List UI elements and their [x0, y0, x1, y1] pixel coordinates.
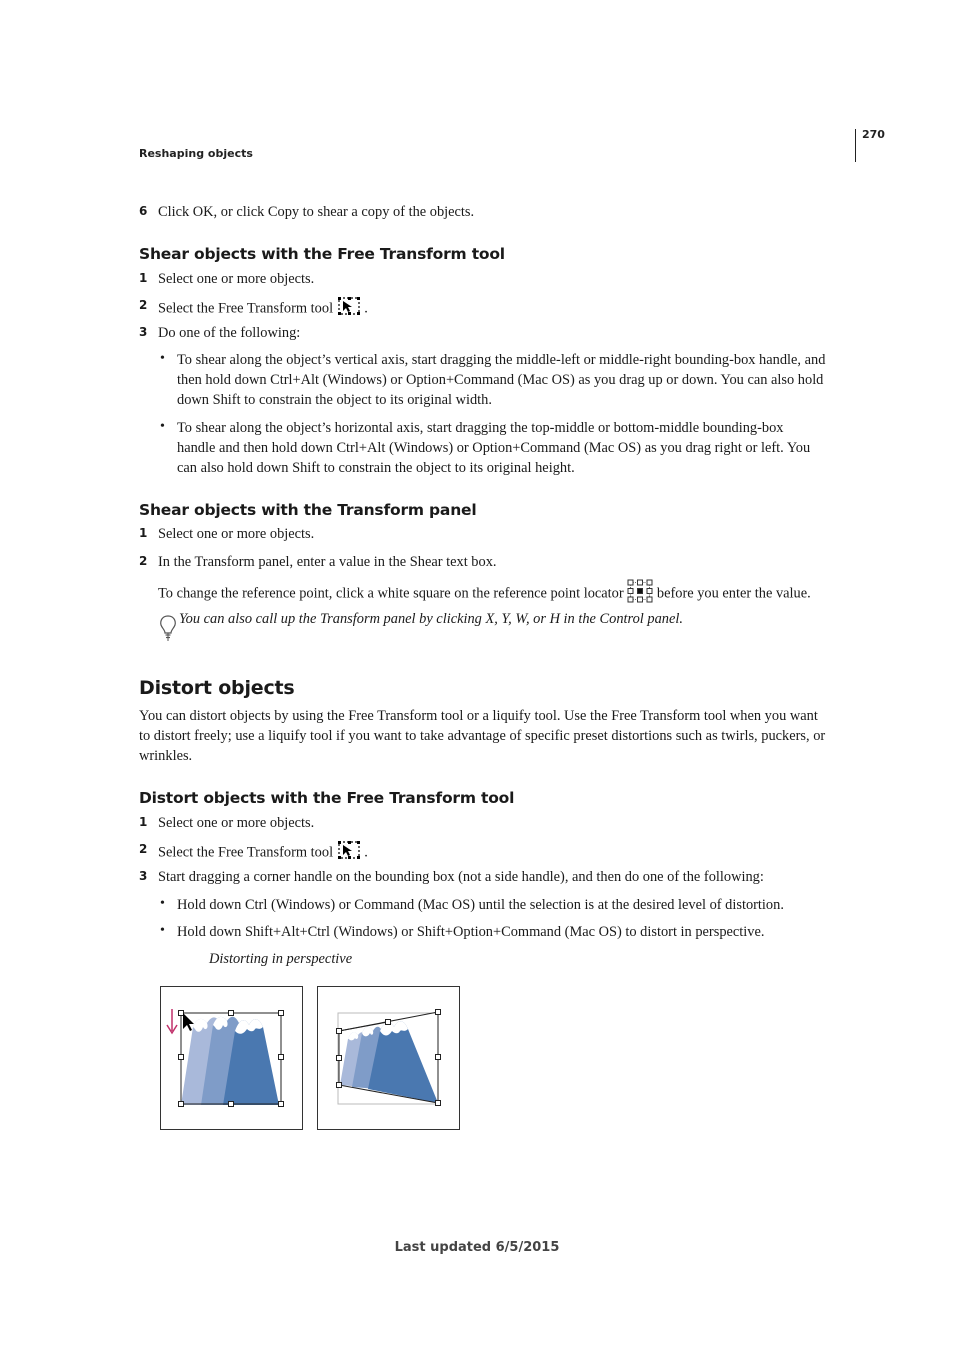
step-number: 2	[139, 842, 148, 856]
intro-line: to distort freely; use a liquify tool if you want to take advantage of specific preset distortions such as twirls, puckers, or	[139, 728, 826, 744]
page-number: 270	[862, 128, 885, 141]
step-number: 1	[139, 526, 148, 540]
free-transform-tool-icon	[337, 840, 361, 866]
section-heading: Shear objects with the Free Transform tool	[139, 245, 505, 263]
lightbulb-icon	[158, 613, 178, 648]
bullet-marker: •	[160, 923, 165, 938]
free-transform-tool-icon	[337, 296, 361, 322]
figure-after-distort	[317, 986, 460, 1130]
step-text-after: .	[364, 300, 368, 317]
step-text-after: .	[364, 844, 368, 861]
step-text: Select one or more objects.	[158, 815, 315, 831]
step-text	[158, 840, 368, 866]
section-heading: Distort objects with the Free Transform tool	[139, 789, 515, 807]
bullet-text: Hold down Shift+Alt+Ctrl (Windows) or Shift+Option+Command (Mac OS) to distort in perspective.	[177, 924, 765, 940]
bullet-text: Hold down Ctrl (Windows) or Command (Mac OS) until the selection is at the desired level of distortion.	[177, 897, 784, 913]
bullet-line: handle and then hold down Ctrl+Alt (Windows) or Option+Command (Mac OS) as you drag right or left. You	[177, 440, 811, 456]
bullet-marker: •	[160, 896, 165, 911]
step-number: 3	[139, 869, 148, 883]
main-heading: Distort objects	[139, 677, 295, 699]
reference-point-locator-icon	[627, 579, 653, 609]
section-heading: Shear objects with the Transform panel	[139, 501, 477, 519]
step-text: Select one or more objects.	[158, 271, 315, 287]
step-text-before: Select the Free Transform tool	[158, 844, 334, 861]
bullet-marker: •	[160, 419, 165, 434]
step-text: Click OK, or click Copy to shear a copy of the objects.	[158, 204, 475, 220]
bullet-text	[177, 350, 857, 410]
reference-point-note	[158, 579, 811, 609]
note-text-before: To change the reference point, click a white square on the reference point locator	[158, 585, 624, 602]
intro-paragraph	[139, 706, 859, 766]
step-number: 2	[139, 554, 148, 568]
step-text: Start dragging a corner handle on the bounding box (not a side handle), and then do one of the following:	[158, 869, 764, 885]
bullet-line: To shear along the object’s vertical axis, start dragging the middle-left or middle-right bounding-box handle, and	[177, 352, 826, 368]
step-text	[158, 296, 368, 322]
bullet-line: then hold down Ctrl+Alt (Windows) or Option+Command (Mac OS) as you drag up or down. You can also hold	[177, 372, 824, 388]
step-number: 1	[139, 815, 148, 829]
intro-line: wrinkles.	[139, 748, 193, 764]
figure-before-distort	[160, 986, 303, 1130]
bullet-line: To shear along the object’s horizontal axis, start dragging the top-middle or bottom-middle bounding-box	[177, 420, 784, 436]
note-text-after: before you enter the value.	[656, 585, 811, 602]
step-text: Do one of the following:	[158, 325, 301, 341]
step-number: 3	[139, 325, 148, 339]
step-number: 6	[139, 204, 148, 218]
running-header: Reshaping objects	[139, 147, 253, 160]
intro-line: You can distort objects by using the Free Transform tool or a liquify tool. Use the Free Transform tool when you want	[139, 708, 818, 724]
step-number: 1	[139, 271, 148, 285]
figure-caption: Distorting in perspective	[209, 951, 353, 967]
step-text: In the Transform panel, enter a value in the Shear text box.	[158, 554, 497, 570]
header-rule	[855, 129, 856, 162]
bullet-line: can also hold down Shift to constrain the object to its original height.	[177, 460, 575, 476]
step-text: Select one or more objects.	[158, 526, 315, 542]
step-text-before: Select the Free Transform tool	[158, 300, 334, 317]
bullet-line: down Shift to constrain the object to its original width.	[177, 392, 492, 408]
step-number: 2	[139, 298, 148, 312]
bullet-marker: •	[160, 351, 165, 366]
footer-last-updated: Last updated 6/5/2015	[394, 1240, 560, 1255]
bullet-text	[177, 418, 857, 478]
tip-text: You can also call up the Transform panel by clicking X, Y, W, or H in the Control panel.	[179, 611, 683, 627]
